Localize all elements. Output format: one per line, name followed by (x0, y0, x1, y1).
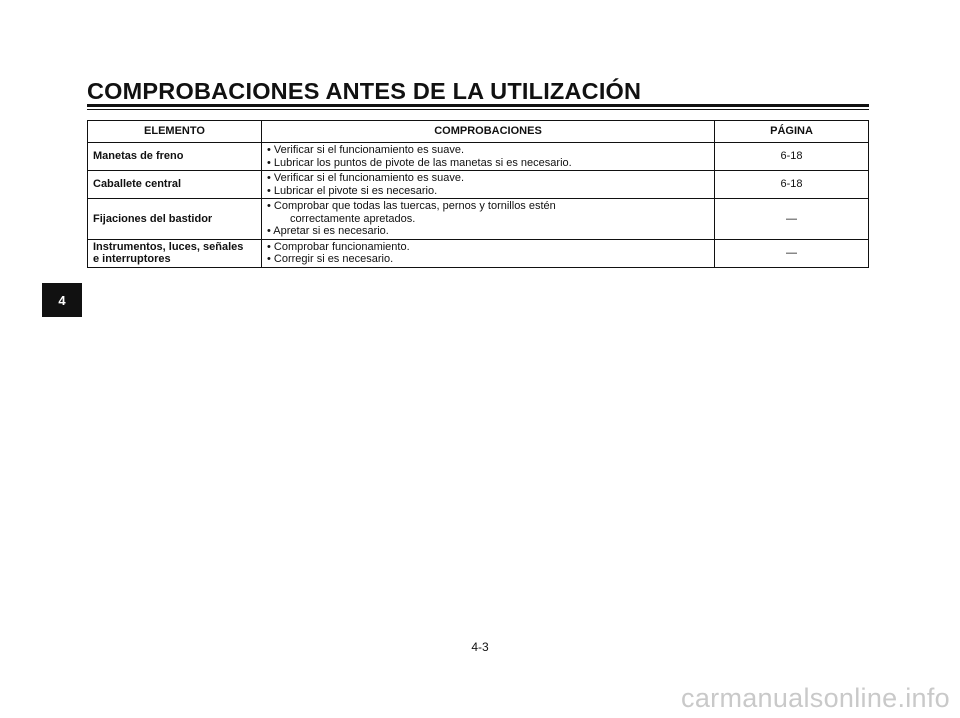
table-row (88, 239, 869, 267)
page-ref-cell: 6-18 (715, 171, 869, 199)
element-text: Instrumentos, luces, señales (93, 240, 244, 253)
table-row (88, 143, 869, 171)
check-item: • Apretar si es necesario. (267, 225, 389, 237)
check-item-continuation: correctamente apretados. (290, 212, 416, 225)
element-text: Caballete central (93, 178, 182, 191)
check-item: • Verificar si el funcionamiento es suave. (267, 172, 465, 184)
element-text: Fijaciones del bastidor (93, 212, 213, 225)
header-checks: COMPROBACIONES (262, 121, 715, 143)
header-element: ELEMENTO (88, 121, 262, 143)
table-header-row (88, 121, 869, 143)
checks-cell (262, 199, 715, 240)
checks-table (87, 120, 869, 268)
page-ref-cell: — (715, 239, 869, 267)
page-ref-cell: — (715, 199, 869, 240)
page-ref-cell: 6-18 (715, 143, 869, 171)
element-cell (88, 239, 262, 267)
check-item: • Corregir si es necesario. (267, 253, 394, 265)
title-rule (87, 104, 869, 112)
element-cell (88, 143, 262, 171)
check-item: • Lubricar los puntos de pivote de las manetas si es necesario. (267, 156, 572, 169)
page-number: 4-3 (471, 640, 489, 654)
header-page: PÁGINA (715, 121, 869, 143)
title-rule-thin (87, 109, 869, 110)
watermark: carmanualsonline.info (681, 683, 950, 713)
table-row (88, 199, 869, 240)
checks-cell (262, 239, 715, 267)
table-row (88, 171, 869, 199)
chapter-tab: 4 (42, 283, 82, 317)
check-item: • Lubricar el pivote si es necesario. (267, 184, 438, 197)
element-cell (88, 199, 262, 240)
checks-cell (262, 171, 715, 199)
element-text: Manetas de freno (93, 150, 184, 163)
check-item: • Comprobar que todas las tuercas, pernos y tornillos estén correctamente apretados. (267, 200, 709, 225)
check-item: • Comprobar funcionamiento. (267, 240, 410, 253)
checks-cell (262, 143, 715, 171)
check-item: • Verificar si el funcionamiento es suave. (267, 144, 465, 156)
element-text: e interruptores (93, 253, 171, 265)
page-title: COMPROBACIONES ANTES DE LA UTILIZACIÓN (87, 78, 642, 104)
title-rule-thick (87, 104, 869, 107)
element-cell (88, 171, 262, 199)
